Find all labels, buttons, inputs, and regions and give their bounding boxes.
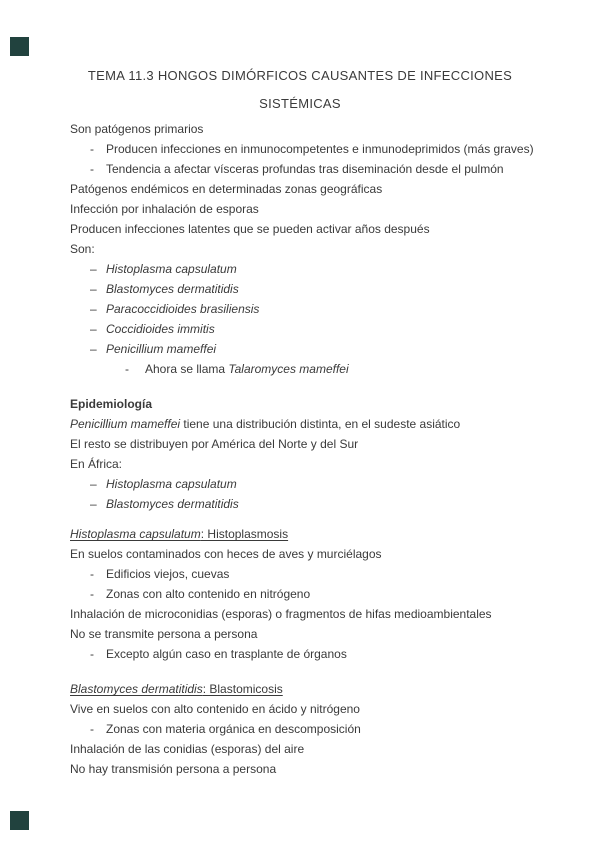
bullet-dash: - — [90, 587, 94, 601]
text-run: Coccidioides immitis — [106, 322, 215, 336]
paragraph-spacer — [70, 379, 540, 394]
corner-mark-top-left — [10, 37, 29, 56]
text-line — [70, 759, 540, 779]
text-run: Penicillium mameffei — [106, 342, 217, 356]
text-run: Histoplasma capsulatum — [106, 262, 237, 276]
line-text — [70, 222, 430, 236]
paragraph-spacer — [70, 664, 540, 679]
text-line — [70, 739, 540, 759]
line-text — [70, 202, 259, 216]
line-text — [70, 122, 203, 136]
line-text — [145, 362, 349, 376]
text-run: Epidemiología — [70, 397, 153, 411]
text-line — [70, 544, 540, 564]
bullet-dash: – — [90, 302, 97, 316]
bullet-dash: - — [90, 162, 94, 176]
line-text — [106, 477, 237, 491]
text-run: Edificios viejos, cuevas — [106, 567, 230, 581]
bullet-item — [70, 584, 540, 604]
line-text — [70, 242, 95, 256]
line-text — [70, 742, 304, 756]
line-text — [106, 322, 215, 336]
bullet-dash: – — [90, 282, 97, 296]
text-line — [70, 394, 540, 414]
text-line — [70, 199, 540, 219]
text-line — [70, 524, 540, 544]
bullet-dash: - — [90, 567, 94, 581]
text-run: En suelos contaminados con heces de aves y murciélagos — [70, 547, 382, 561]
text-run: Penicillium mameffei — [70, 417, 181, 431]
bullet-dash: – — [90, 262, 97, 276]
bullet-item — [70, 259, 540, 279]
bullet-dash: - — [90, 142, 94, 156]
text-run: En África: — [70, 457, 123, 471]
line-text — [70, 547, 382, 561]
text-run: Son: — [70, 242, 95, 256]
bullet-dash: – — [90, 497, 97, 511]
text-run: Talaromyces mameffei — [228, 362, 349, 376]
line-text — [70, 607, 492, 621]
text-run: Histoplasma capsulatum — [106, 477, 237, 491]
line-text — [70, 627, 257, 641]
text-run: Inhalación de las conidias (esporas) del aire — [70, 742, 305, 756]
line-text — [106, 567, 229, 581]
bullet-dash: – — [90, 322, 97, 336]
text-line — [70, 219, 540, 239]
text-run: Inhalación de microconidias (esporas) o fragmentos de hifas medioambientales — [70, 607, 492, 621]
bullet-item — [70, 719, 540, 739]
text-run: No hay transmisión persona a persona — [70, 762, 277, 776]
text-run: Zonas con materia orgánica en descomposición — [106, 722, 361, 736]
line-text — [106, 262, 237, 276]
text-line — [70, 239, 540, 259]
bullet-item — [70, 564, 540, 584]
bullet-item — [70, 159, 540, 179]
text-run: Histoplasma capsulatum — [70, 527, 201, 541]
text-run: Tendencia a afectar vísceras profundas tras diseminación desde el pulmón — [106, 162, 504, 176]
text-run: Blastomyces dermatitidis — [70, 682, 203, 696]
line-text — [106, 722, 361, 736]
text-line — [70, 179, 540, 199]
line-text — [70, 417, 460, 431]
bullet-item — [70, 319, 540, 339]
paragraph-spacer — [70, 514, 540, 524]
line-text — [70, 397, 152, 411]
text-line — [70, 434, 540, 454]
text-run: Paracoccidioides brasiliensis — [106, 302, 260, 316]
text-run: Ahora se llama — [145, 362, 229, 376]
text-run: Patógenos endémicos en determinadas zonas geográficas — [70, 182, 383, 196]
text-line — [70, 699, 540, 719]
bullet-item — [70, 299, 540, 319]
document-body — [70, 119, 540, 779]
text-run: El resto se distribuyen por América del Norte y del Sur — [70, 437, 359, 451]
line-text — [70, 182, 382, 196]
bullet-dash: - — [90, 647, 94, 661]
line-text — [106, 302, 259, 316]
bullet-item — [70, 359, 540, 379]
bullet-dash: - — [125, 362, 129, 376]
line-text — [106, 497, 239, 511]
text-run: Infección por inhalación de esporas — [70, 202, 259, 216]
text-line — [70, 414, 540, 434]
line-text — [106, 142, 534, 156]
text-run: Blastomyces dermatitidis — [106, 282, 239, 296]
line-text — [106, 587, 310, 601]
line-text — [106, 647, 347, 661]
text-run: Excepto algún caso en trasplante de órganos — [106, 647, 347, 661]
bullet-item — [70, 279, 540, 299]
line-text — [106, 162, 504, 176]
text-run: No se transmite persona a persona — [70, 627, 258, 641]
line-text — [106, 342, 216, 356]
text-line — [70, 604, 540, 624]
bullet-dash: – — [90, 477, 97, 491]
line-text — [70, 437, 358, 451]
title-line-2: SISTÉMICAS — [259, 96, 341, 111]
bullet-item — [70, 644, 540, 664]
text-run: Producen infecciones en inmunocompetentes e inmunodeprimidos (más graves) — [106, 142, 534, 156]
bullet-item — [70, 494, 540, 514]
bullet-item — [70, 339, 540, 359]
text-line — [70, 679, 540, 699]
text-line — [70, 624, 540, 644]
bullet-item — [70, 474, 540, 494]
text-run: : Blastomicosis — [202, 682, 283, 696]
line-text — [106, 282, 239, 296]
text-run: Blastomyces dermatitidis — [106, 497, 239, 511]
document-title — [38, 62, 562, 118]
line-text — [70, 702, 360, 716]
text-run: Son patógenos primarios — [70, 122, 204, 136]
line-text — [70, 527, 288, 541]
text-line — [70, 454, 540, 474]
line-text — [70, 682, 283, 696]
line-text — [70, 762, 276, 776]
text-run: Vive en suelos con alto contenido en ácido y nitrógeno — [70, 702, 360, 716]
bullet-dash: – — [90, 342, 97, 356]
line-text — [70, 457, 122, 471]
text-run: tiene una distribución distinta, en el sudeste asiático — [180, 417, 461, 431]
text-run: Zonas con alto contenido en nitrógeno — [106, 587, 311, 601]
title-line-1: TEMA 11.3 HONGOS DIMÓRFICOS CAUSANTES DE INFECCIONES — [87, 68, 513, 83]
bullet-dash: - — [90, 722, 94, 736]
text-run: Producen infecciones latentes que se pueden activar años después — [70, 222, 430, 236]
bullet-item — [70, 139, 540, 159]
corner-mark-bottom-left — [10, 811, 29, 830]
text-line — [70, 119, 540, 139]
text-run: : Histoplasmosis — [200, 527, 289, 541]
